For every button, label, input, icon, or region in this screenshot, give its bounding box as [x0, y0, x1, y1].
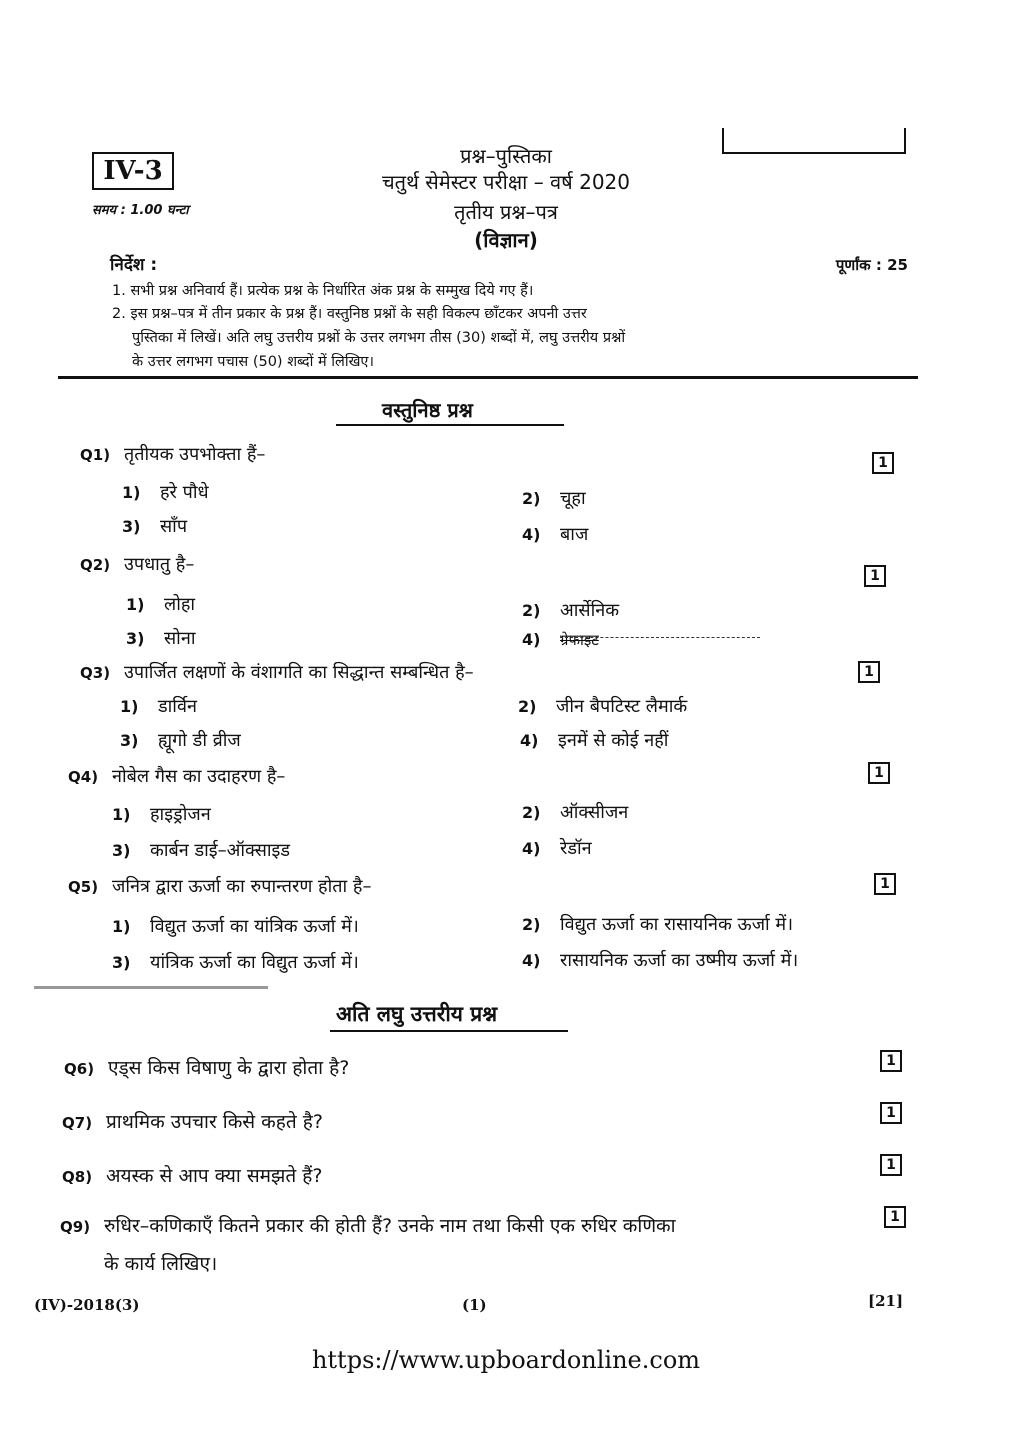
exam-title: चतुर्थ सेमेस्टर परीक्षा – वर्ष 2020 [381, 170, 630, 194]
q5-option-2: 2) विद्युत ऊर्जा का रासायनिक ऊर्जा में। [522, 914, 794, 935]
total-marks: पूर्णांक : 25 [835, 256, 908, 274]
q2-option-3: 3) सोना [126, 628, 196, 649]
q3-option-3: 3) ह्यूगो डी व्रीज [120, 730, 241, 751]
section-objective-title: वस्तुनिष्ठ प्रश्न [382, 398, 473, 422]
question-3: Q3) उपार्जित लक्षणों के वंशागति का सिद्धान्त सम्बन्धित है– [80, 662, 474, 683]
section-short-answer-title: अति लघु उत्तरीय प्रश्न [336, 1002, 498, 1026]
marks-box-q8: 1 [880, 1154, 902, 1176]
q3-option-2: 2) जीन बैपटिस्ट लैमार्क [518, 696, 688, 717]
question-4: Q4) नोबेल गैस का उदाहरण है– [68, 766, 286, 787]
page-number: (1) [462, 1296, 487, 1314]
exam-duration: समय : 1.00 घन्टा [92, 203, 189, 218]
header-divider [58, 376, 918, 379]
q2-option-2: 2) आर्सेनिक [522, 600, 620, 621]
q1-option-4: 4) बाज [522, 524, 589, 545]
marks-box-q9: 1 [884, 1206, 906, 1228]
q1-option-1: 1) हरे पौधे [122, 482, 209, 503]
booklet-title: प्रश्न–पुस्तिका [460, 144, 552, 168]
marks-box-q5: 1 [874, 873, 896, 895]
marks-box-q4: 1 [868, 762, 890, 784]
pen-strike-mark [560, 637, 760, 638]
q3-option-4: 4) इनमें से कोई नहीं [520, 730, 669, 751]
scan-gray-line [34, 986, 268, 989]
q1-option-2: 2) चूहा [522, 488, 586, 509]
marks-box-q7: 1 [880, 1102, 902, 1124]
q4-option-2: 2) ऑक्सीजन [522, 802, 629, 823]
instruction-line-4: के उत्तर लगभग पचास (50) शब्दों में लिखिए। [132, 354, 374, 370]
q4-option-4: 4) रेडॉन [522, 838, 592, 859]
q5-option-4: 4) रासायनिक ऊर्जा का उष्मीय ऊर्जा में। [522, 950, 799, 971]
section-short-answer-underline [330, 1030, 568, 1032]
question-1: Q1) तृतीयक उपभोक्ता हैं– [80, 444, 266, 465]
q5-option-1: 1) विद्युत ऊर्जा का यांत्रिक ऊर्जा में। [112, 916, 359, 937]
question-9: Q9) रुधिर–कणिकाएँ कितने प्रकार की होती हैं? उनके नाम तथा किसी एक रुधिर कणिका [60, 1215, 676, 1237]
q4-option-3: 3) कार्बन डाई–ऑक्साइड [112, 840, 291, 861]
instruction-line-2: 2. इस प्रश्न–पत्र में तीन प्रकार के प्रश्न हैं। वस्तुनिष्ठ प्रश्नों के सही विकल्प छाँटकर अपनी उत्तर [112, 306, 587, 322]
q2-option-4: 4) ग्रेफाइट [522, 630, 599, 649]
paper-code-box: IV-3 [92, 152, 174, 190]
marks-box-q6: 1 [880, 1050, 902, 1072]
question-5: Q5) जनित्र द्वारा ऊर्जा का रुपान्तरण होता है– [68, 876, 372, 897]
question-6: Q6) एड्स किस विषाणु के द्वारा होता है? [64, 1057, 350, 1079]
marks-box-q1: 1 [872, 452, 894, 474]
source-url[interactable]: https://www.upboardonline.com [311, 1346, 701, 1374]
subject-title: (विज्ञान) [474, 228, 538, 252]
q4-option-1: 1) हाइड्रोजन [112, 804, 211, 825]
footer-page-count: [21] [868, 1292, 904, 1310]
question-7: Q7) प्राथमिक उपचार किसे कहते है? [62, 1111, 323, 1133]
q5-option-3: 3) यांत्रिक ऊर्जा का विद्युत ऊर्जा में। [112, 952, 359, 973]
q1-option-3: 3) साँप [122, 516, 188, 537]
marks-box-q2: 1 [864, 565, 886, 587]
question-8: Q8) अयस्क से आप क्या समझते हैं? [62, 1165, 323, 1187]
q3-option-1: 1) डार्विन [120, 696, 197, 717]
instruction-line-1: 1. सभी प्रश्न अनिवार्य हैं। प्रत्येक प्रश्न के निर्धारित अंक प्रश्न के सम्मुख दिये गए हैं। [112, 283, 534, 299]
question-2: Q2) उपधातु है– [80, 554, 195, 575]
marks-box-q3: 1 [858, 661, 880, 683]
paper-number: तृतीय प्रश्न–पत्र [454, 200, 558, 224]
section-objective-underline [336, 424, 564, 426]
instructions-label: निर्देश : [110, 255, 158, 275]
q2-option-1: 1) लोहा [126, 594, 196, 615]
footer-paper-code: (IV)-2018(3) [34, 1296, 140, 1314]
instruction-line-3: पुस्तिका में लिखें। अति लघु उत्तरीय प्रश्नों के उत्तर लगभग तीस (30) शब्दों में, लघु उत्तरीय प्रश्नों [132, 330, 626, 346]
question-9-continued: के कार्य लिखिए। [104, 1253, 218, 1275]
